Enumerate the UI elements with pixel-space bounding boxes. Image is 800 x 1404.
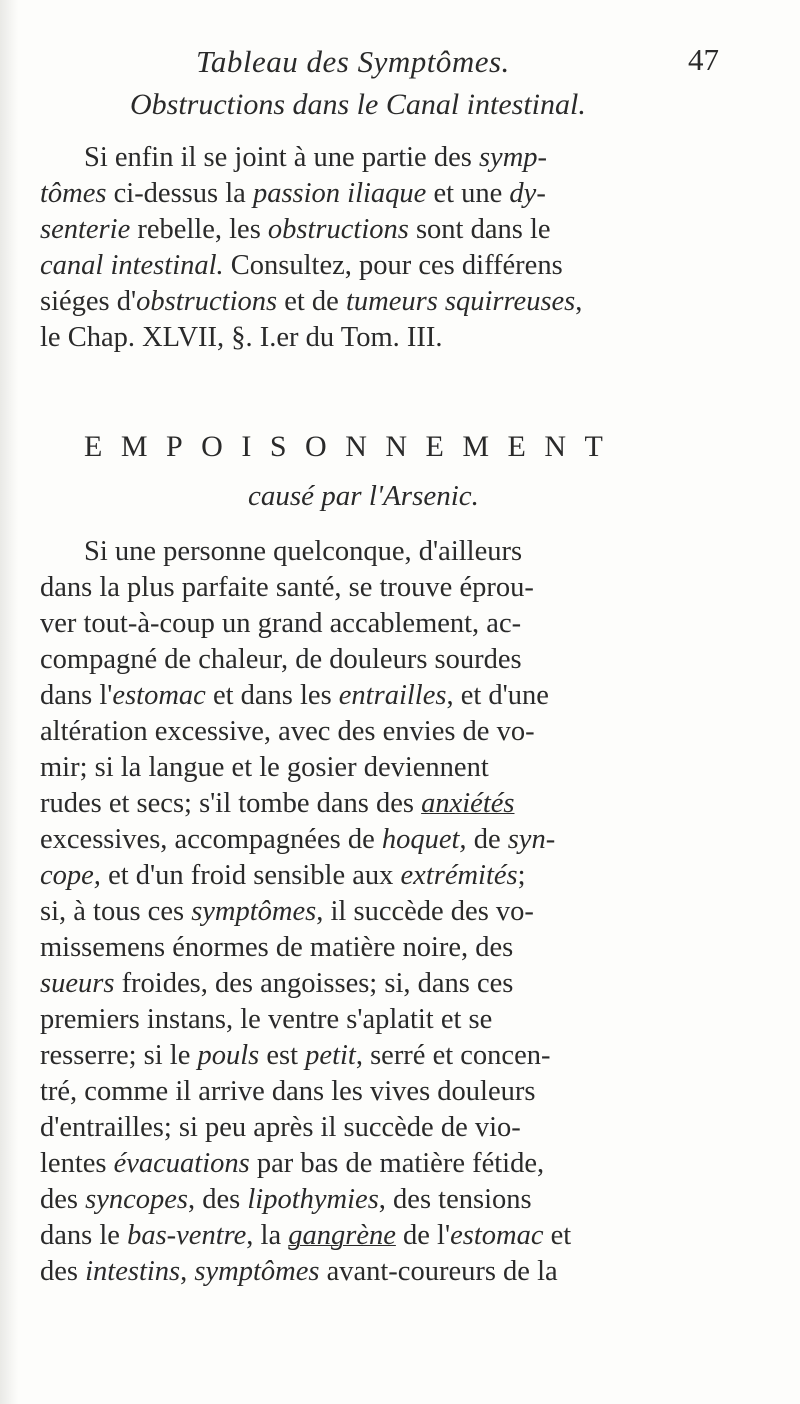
text-span: dans le	[40, 1220, 128, 1251]
running-head: Tableau des Symptômes.	[196, 44, 510, 79]
text-line: altération excessive, avec des envies de vo-	[40, 716, 535, 747]
text-span: dans l'	[40, 680, 113, 711]
text-span: , la	[246, 1220, 289, 1251]
italic-span: senterie	[40, 214, 131, 245]
text-span: causé par l'	[248, 480, 384, 512]
binding-gutter	[0, 0, 18, 1404]
text-span: , des tensions	[378, 1184, 532, 1215]
text-span: de l'	[395, 1220, 451, 1251]
text-line	[40, 248, 770, 284]
italic-span: obstructions	[136, 286, 278, 317]
italic-span: sueurs	[40, 968, 115, 999]
italic-span: symptômes	[191, 896, 317, 927]
text-line: mir; si la langue et le gosier deviennent	[40, 752, 489, 783]
text-line	[40, 1218, 770, 1254]
text-span: si, à tous ces	[40, 896, 192, 927]
text-line	[40, 1146, 770, 1182]
text-line: ver tout-à-coup un grand accablement, ac-	[40, 608, 522, 639]
italic-span: estomac	[112, 680, 206, 711]
text-span: ci-dessus la	[106, 178, 253, 209]
italic-span: pouls	[197, 1040, 260, 1071]
italic-span: anxiétés	[421, 788, 515, 819]
text-span: est	[259, 1040, 306, 1071]
text-line: missemens énormes de matière noire, des	[40, 932, 514, 963]
italic-span: Arsenic	[383, 480, 472, 512]
text-span: lentes	[40, 1148, 114, 1179]
italic-span: syncopes	[85, 1184, 189, 1215]
text-span: , des	[188, 1184, 248, 1215]
text-span: ,	[575, 286, 583, 317]
text-line	[84, 140, 800, 176]
text-span: avant-coureurs de la	[319, 1256, 558, 1287]
text-span: des	[40, 1184, 86, 1215]
text-line	[40, 1182, 770, 1218]
italic-span: symp-	[478, 142, 548, 173]
text-line	[40, 966, 770, 1002]
text-span: et dans les	[205, 680, 339, 711]
text-line	[40, 284, 770, 320]
text-span: froides, des angoisses; si, dans ces	[114, 968, 514, 999]
text-span: et	[543, 1220, 572, 1251]
text-span: Consultez, pour ces différens	[223, 250, 563, 281]
italic-span: gangrène	[288, 1220, 396, 1251]
text-span: , serré et concen-	[355, 1040, 551, 1071]
text-line	[40, 822, 770, 858]
italic-span: bas-ventre	[127, 1220, 247, 1251]
text-line	[40, 894, 770, 930]
italic-span: obstructions	[267, 214, 409, 245]
text-span: rudes et secs; s'il tombe dans des	[40, 788, 422, 819]
text-span: rebelle, les	[130, 214, 268, 245]
text-span: ,	[180, 1256, 195, 1287]
text-span: .	[471, 480, 479, 512]
italic-span: lipothymies	[247, 1184, 379, 1215]
text-line	[40, 212, 770, 248]
italic-span: symptômes	[194, 1256, 320, 1287]
italic-span: syn-	[507, 824, 556, 855]
page-number: 47	[688, 42, 719, 77]
text-line: premiers instans, le ventre s'aplatit et se	[40, 1004, 493, 1035]
italic-span: dy-	[509, 178, 546, 209]
italic-span: hoquet,	[381, 824, 467, 855]
text-span: siéges d'	[40, 286, 137, 317]
italic-span: canal intestinal.	[40, 250, 224, 281]
italic-span: entrailles	[338, 680, 447, 711]
italic-span: estomac	[450, 1220, 544, 1251]
text-span: et une	[426, 178, 510, 209]
text-span: et d'un froid sensible aux	[100, 860, 401, 891]
text-span: excessives, accompagnées de	[40, 824, 382, 855]
text-line: Si une personne quelconque, d'ailleurs	[84, 536, 523, 567]
text-line	[40, 678, 770, 714]
italic-span: passion iliaque	[252, 178, 427, 209]
text-line: d'entrailles; si peu après il succède de vio-	[40, 1112, 521, 1143]
text-span: , il succède des vo-	[316, 896, 534, 927]
italic-span: évacuations	[113, 1148, 250, 1179]
italic-span: petit	[305, 1040, 356, 1071]
text-line	[40, 176, 770, 212]
italic-span: tumeurs squirreuses	[345, 286, 576, 317]
text-line: tré, comme il arrive dans les vives douleurs	[40, 1076, 536, 1107]
text-span: ;	[517, 860, 526, 891]
text-line	[40, 858, 770, 894]
text-line	[40, 1254, 770, 1290]
text-span: des	[40, 1256, 86, 1287]
text-line: dans la plus parfaite santé, se trouve éprou-	[40, 572, 534, 603]
text-line: le Chap. XLVII, §. I.er du Tom. III.	[40, 322, 443, 353]
italic-span: extrémités	[400, 860, 518, 891]
text-span: sont dans le	[408, 214, 551, 245]
text-span: de	[466, 824, 508, 855]
italic-span: cope,	[40, 860, 101, 891]
text-line: compagné de chaleur, de douleurs sourdes	[40, 644, 522, 675]
text-span: et de	[277, 286, 346, 317]
italic-span: tômes	[40, 178, 107, 209]
section-title: Obstructions dans le Canal intestinal.	[130, 88, 586, 121]
italic-span: intestins	[85, 1256, 181, 1287]
text-span: par bas de matière fétide,	[249, 1148, 545, 1179]
chapter-subheading	[248, 480, 479, 513]
text-span: resserre; si le	[40, 1040, 198, 1071]
text-span: , et d'une	[446, 680, 549, 711]
text-line	[40, 1038, 770, 1074]
text-line	[40, 786, 770, 822]
chapter-heading: EMPOISONNEMENT	[84, 430, 622, 463]
text-span: Si enfin il se joint à une partie des	[84, 142, 479, 173]
